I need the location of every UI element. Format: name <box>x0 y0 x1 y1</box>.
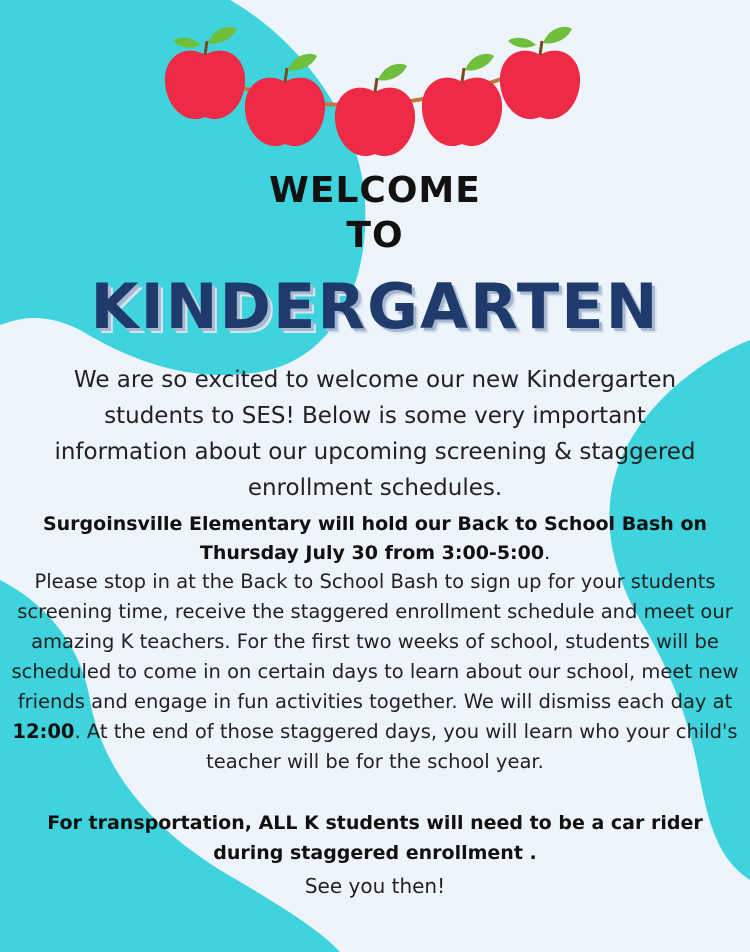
bash-period: . <box>544 542 551 564</box>
transportation-notice: For transportation, ALL K students will need to be a car rider during staggered enrollment . <box>47 812 703 864</box>
apple-icon <box>500 27 580 119</box>
details-paragraph <box>8 567 742 777</box>
apple-icon <box>245 54 325 146</box>
heading-kindergarten: KINDERGARTEN <box>90 270 660 343</box>
bash-line-2: Thursday July 30 from 3:00-5:00 <box>199 542 545 564</box>
apple-icon <box>422 54 502 146</box>
apple-icon <box>335 64 415 156</box>
details-part-1: Please stop in at the Back to School Bash to sign up for your students screening time, receive the staggered enrollment schedule and meet our amazing K teachers. For the first two weeks of school, students will be scheduled to come in on certain days to learn about our school, meet new friends and engage in fun activities together. We will dismiss each day at <box>11 570 739 713</box>
apple-icon <box>165 27 245 119</box>
details-part-2: . At the end of those staggered days, you will learn who your child's teacher will be for the school year. <box>74 720 738 773</box>
heading-welcome: WELCOME <box>269 170 481 211</box>
heading-to: TO <box>346 215 404 256</box>
apple-garland <box>150 10 600 160</box>
intro-paragraph: We are so excited to welcome our new Kindergarten students to SES! Below is some very important information about our upcoming screening & staggered enrollment schedules. <box>54 367 696 501</box>
dismissal-time: 12:00 <box>12 720 75 743</box>
bash-line-1: Surgoinsville Elementary will hold our Back to School Bash on <box>42 513 708 535</box>
bash-announcement <box>20 510 730 568</box>
closing-text: See you then! <box>304 874 446 898</box>
